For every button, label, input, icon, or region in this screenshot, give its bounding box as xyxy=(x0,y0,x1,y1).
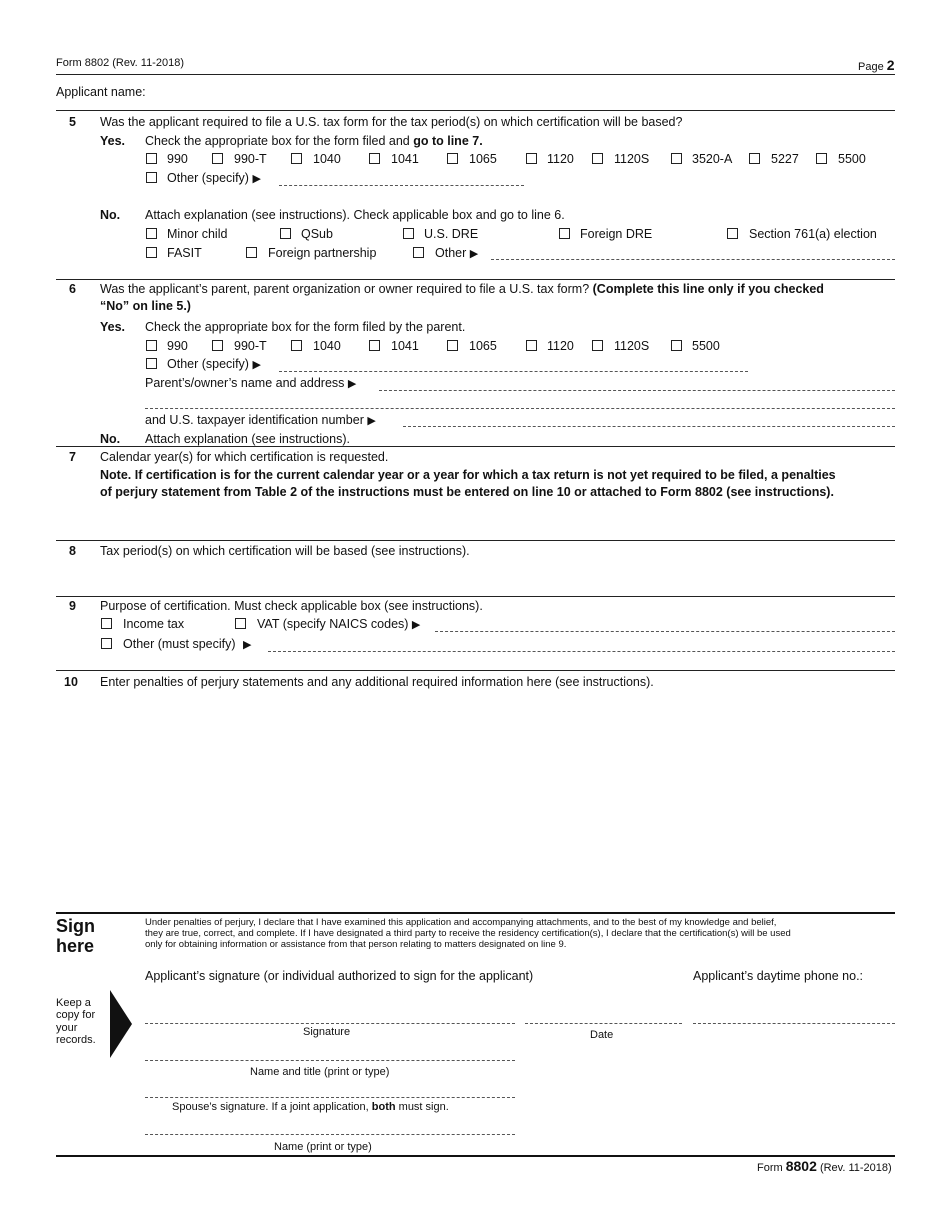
line5-checkbox-fasit[interactable] xyxy=(146,247,157,258)
line5-no-text: Attach explanation (see instructions). Check applicable box and go to line 6. xyxy=(145,208,565,222)
line5-other-specify xyxy=(167,171,261,185)
line6-checkbox-1120s[interactable] xyxy=(592,340,603,351)
keep-copy-2: copy for xyxy=(56,1009,96,1021)
line6-form-1120: 1120 xyxy=(547,339,574,353)
line5-opt-other-label: Other xyxy=(435,246,467,260)
signature-caption: Signature xyxy=(303,1026,351,1038)
line9-text: Purpose of certification. Must check applicable box (see instructions). xyxy=(100,599,483,613)
arrow-right-icon: ▶ xyxy=(469,248,479,260)
line5-question: Was the applicant required to file a U.S. tax form for the tax period(s) on which certification will be based? xyxy=(100,115,683,129)
line6-other-specify-field[interactable] xyxy=(279,371,748,372)
line5-form-1120s: 1120S xyxy=(614,152,650,166)
sign-title-1: Sign xyxy=(56,916,95,936)
line10-number: 10 xyxy=(64,675,78,689)
line8-number: 8 xyxy=(69,544,76,558)
line6-other-specify xyxy=(167,357,261,371)
footer-form xyxy=(757,1158,892,1174)
line9-income-tax-label: Income tax xyxy=(123,617,185,631)
line5-yes-goto: go to line 7. xyxy=(413,134,483,148)
line9-checkbox-other[interactable] xyxy=(101,638,112,649)
line5-other-specify-label: Other (specify) xyxy=(167,171,249,185)
declaration-line3: only for obtaining information or assistance from that person relating to matters designated on line 9. xyxy=(145,939,567,950)
line5-other-no-field[interactable] xyxy=(491,259,895,260)
line9-other-label xyxy=(123,637,251,651)
line6-no-text: Attach explanation (see instructions). xyxy=(145,432,350,446)
line5-form-990t: 990-T xyxy=(234,152,267,166)
line5-checkbox-other-no[interactable] xyxy=(413,247,424,258)
line9-checkbox-income-tax[interactable] xyxy=(101,618,112,629)
line8-top-rule xyxy=(56,540,895,541)
line5-checkbox-minor-child[interactable] xyxy=(146,228,157,239)
line5-checkbox-qsub[interactable] xyxy=(280,228,291,239)
line10-entry-area[interactable] xyxy=(100,694,895,904)
footer-rule xyxy=(56,1155,895,1157)
form-rev-header: Form 8802 (Rev. 11-2018) xyxy=(56,57,184,69)
arrow-right-icon: ▶ xyxy=(411,619,421,631)
sign-arrow-icon xyxy=(110,990,134,1058)
line5-checkbox-5500[interactable] xyxy=(816,153,827,164)
line6-checkbox-other[interactable] xyxy=(146,358,157,369)
page-label-text: Page xyxy=(858,61,884,73)
line6-form-5500: 5500 xyxy=(692,339,720,353)
line9-other-field[interactable] xyxy=(268,651,895,652)
signature-field[interactable] xyxy=(145,1023,515,1024)
line6-question-line2: “No” on line 5.) xyxy=(100,299,191,313)
line5-checkbox-1120[interactable] xyxy=(526,153,537,164)
line6-question xyxy=(100,282,824,296)
footer-form-word: Form xyxy=(757,1162,783,1174)
line5-opt-section761a: Section 761(a) election xyxy=(749,227,877,241)
line5-checkbox-us-dre[interactable] xyxy=(403,228,414,239)
keep-copy-3: your xyxy=(56,1022,78,1034)
date-caption: Date xyxy=(590,1029,614,1041)
page-label xyxy=(858,57,895,73)
phone-label: Applicant’s daytime phone no.: xyxy=(693,969,864,983)
line5-form-1040: 1040 xyxy=(313,152,341,166)
footer-form-num: 8802 xyxy=(785,1158,817,1174)
spouse-name-field[interactable] xyxy=(145,1134,515,1135)
line5-yes-text xyxy=(145,134,483,148)
line6-form-1120s: 1120S xyxy=(614,339,650,353)
line5-checkbox-1120s[interactable] xyxy=(592,153,603,164)
footer-form-rev: (Rev. 11-2018) xyxy=(819,1162,892,1174)
line6-no-label: No. xyxy=(100,432,121,446)
line10-text: Enter penalties of perjury statements and any additional required information here (see instructions). xyxy=(100,675,654,689)
line6-number: 6 xyxy=(69,282,76,296)
line5-opt-minor-child: Minor child xyxy=(167,227,228,241)
line6-top-rule xyxy=(56,279,895,280)
line5-number: 5 xyxy=(69,115,76,129)
line5-checkbox-3520a[interactable] xyxy=(671,153,682,164)
line7-text: Calendar year(s) for which certification is requested. xyxy=(100,450,389,464)
line9-top-rule xyxy=(56,596,895,597)
line5-top-rule xyxy=(56,110,895,111)
line5-checkbox-foreign-dre[interactable] xyxy=(559,228,570,239)
spouse-sig-pre: Spouse’s signature. If a joint application, xyxy=(172,1101,369,1113)
arrow-right-icon: ▶ xyxy=(252,173,261,185)
date-field[interactable] xyxy=(525,1023,682,1024)
line6-form-1065: 1065 xyxy=(469,339,497,353)
line5-checkbox-1065[interactable] xyxy=(447,153,458,164)
line6-checkbox-990t[interactable] xyxy=(212,340,223,351)
line7-note2: of perjury statement from Table 2 of the instructions must be entered on line 10 or attached to Form 8802 (see instructions). xyxy=(100,485,834,499)
line5-checkbox-other[interactable] xyxy=(146,172,157,183)
line5-other-specify-field[interactable] xyxy=(279,185,524,186)
line6-checkbox-5500[interactable] xyxy=(671,340,682,351)
name-title-field[interactable] xyxy=(145,1060,515,1061)
line6-yes-label: Yes. xyxy=(100,320,126,334)
keep-copy-4: records. xyxy=(56,1034,96,1046)
line6-checkbox-1041[interactable] xyxy=(369,340,380,351)
sign-title-2: here xyxy=(56,936,95,956)
applicant-signature-label: Applicant’s signature (or individual authorized to sign for the applicant) xyxy=(145,969,534,983)
line6-parent-name-field[interactable] xyxy=(379,390,895,391)
arrow-right-icon: ▶ xyxy=(347,378,357,390)
line5-form-1065: 1065 xyxy=(469,152,497,166)
spouse-signature-field[interactable] xyxy=(145,1097,515,1098)
line10-top-rule xyxy=(56,670,895,671)
spouse-sig-post: must sign. xyxy=(398,1101,449,1113)
applicant-name-label: Applicant name: xyxy=(56,85,146,99)
line5-yes-label: Yes. xyxy=(100,134,126,148)
header-rule xyxy=(56,74,895,75)
line8-text: Tax period(s) on which certification will be based (see instructions). xyxy=(100,544,470,558)
arrow-right-icon: ▶ xyxy=(252,359,261,371)
line6-other-specify-label: Other (specify) xyxy=(167,357,249,371)
spouse-sig-bold: both xyxy=(371,1101,396,1113)
line6-form-1040: 1040 xyxy=(313,339,341,353)
line5-checkbox-foreign-partnership[interactable] xyxy=(246,247,257,258)
line6-form-1041: 1041 xyxy=(391,339,419,353)
line5-form-3520a: 3520-A xyxy=(692,152,733,166)
line5-checkbox-1041[interactable] xyxy=(369,153,380,164)
declaration-line2: they are true, correct, and complete. If I have designated a third party to receive the residency certification(s), I declare that the certification(s) will be used xyxy=(145,928,791,939)
arrow-right-icon: ▶ xyxy=(367,415,376,427)
line9-other-text: Other (must specify) xyxy=(123,637,236,651)
line9-checkbox-vat[interactable] xyxy=(235,618,246,629)
line6-parent-name-text: Parent’s/owner’s name and address xyxy=(145,376,345,390)
line6-yes-text: Check the appropriate box for the form filed by the parent. xyxy=(145,320,466,334)
line9-number: 9 xyxy=(69,599,76,613)
line5-opt-us-dre: U.S. DRE xyxy=(424,227,479,241)
line6-question-bold: (Complete this line only if you checked xyxy=(592,282,824,296)
line6-tin-text: and U.S. taxpayer identification number xyxy=(145,413,364,427)
line6-parent-address-field[interactable] xyxy=(145,408,895,409)
keep-copy-1: Keep a xyxy=(56,997,91,1009)
line5-form-5227: 5227 xyxy=(771,152,799,166)
line5-form-5500: 5500 xyxy=(838,152,866,166)
sign-top-rule xyxy=(56,912,895,914)
line6-form-990t: 990-T xyxy=(234,339,267,353)
spouse-signature-caption xyxy=(172,1101,449,1113)
line6-checkbox-1065[interactable] xyxy=(447,340,458,351)
line7-note1: Note. If certification is for the current calendar year or a year for which a tax return is not yet required to be filed, a penalties xyxy=(100,468,836,482)
line5-yes-instruction: Check the appropriate box for the form filed and xyxy=(145,134,410,148)
name-title-caption: Name and title (print or type) xyxy=(250,1066,390,1078)
line6-tin-label xyxy=(145,413,376,427)
line6-question-text: Was the applicant’s parent, parent organization or owner required to file a U.S. tax form? xyxy=(100,282,590,296)
line6-form-990: 990 xyxy=(167,339,188,353)
phone-field[interactable] xyxy=(693,1023,895,1024)
line5-checkbox-990t[interactable] xyxy=(212,153,223,164)
line5-opt-foreign-dre: Foreign DRE xyxy=(580,227,653,241)
line5-no-label: No. xyxy=(100,208,121,222)
line5-opt-foreign-partnership: Foreign partnership xyxy=(268,246,377,260)
declaration-line1: Under penalties of perjury, I declare that I have examined this application and accompanying attachments, and to the best of my knowledge and belief, xyxy=(145,917,777,928)
line6-checkbox-990[interactable] xyxy=(146,340,157,351)
arrow-right-icon: ▶ xyxy=(243,639,252,651)
line5-opt-other xyxy=(435,246,478,260)
line7-top-rule xyxy=(56,446,895,447)
line5-form-1041: 1041 xyxy=(391,152,419,166)
line6-parent-name-label xyxy=(145,376,356,390)
line5-form-1120: 1120 xyxy=(547,152,574,166)
line6-checkbox-1040[interactable] xyxy=(291,340,302,351)
line6-checkbox-1120[interactable] xyxy=(526,340,537,351)
line5-form-990: 990 xyxy=(167,152,188,166)
line5-checkbox-section761a[interactable] xyxy=(727,228,738,239)
line5-opt-fasit: FASIT xyxy=(167,246,202,260)
line5-checkbox-5227[interactable] xyxy=(749,153,760,164)
line5-checkbox-1040[interactable] xyxy=(291,153,302,164)
line7-number: 7 xyxy=(69,450,76,464)
line5-checkbox-990[interactable] xyxy=(146,153,157,164)
line9-vat-label xyxy=(257,617,420,631)
line6-tin-field[interactable] xyxy=(403,426,895,427)
spouse-name-caption: Name (print or type) xyxy=(274,1141,372,1153)
page-number: 2 xyxy=(886,57,895,73)
line5-opt-qsub: QSub xyxy=(301,227,333,241)
line9-vat-field[interactable] xyxy=(435,631,895,632)
line9-vat-text: VAT (specify NAICS codes) xyxy=(257,617,409,631)
